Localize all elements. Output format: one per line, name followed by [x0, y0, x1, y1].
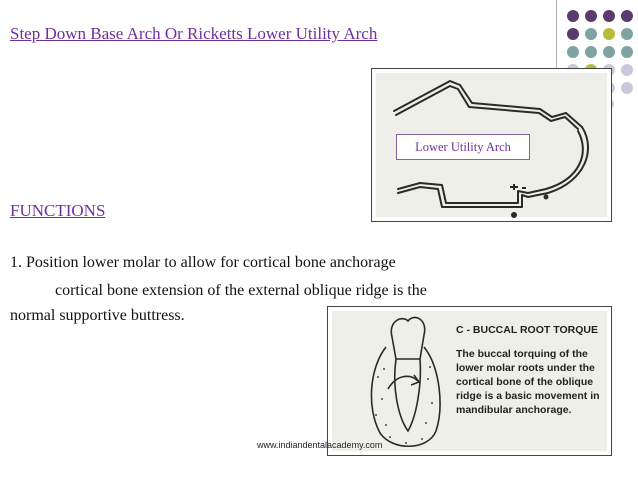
dot: [567, 10, 579, 22]
dot: [621, 28, 633, 40]
figure-caption-line: mandibular anchorage.: [456, 404, 572, 416]
torque-arrow: [388, 376, 418, 389]
tooth-crown: [391, 317, 424, 359]
figure-heading: C - BUCCAL ROOT TORQUE: [456, 324, 598, 336]
dot: [567, 28, 579, 40]
hand-mark: [510, 184, 526, 190]
dot-row-3: [567, 46, 633, 58]
arch-label: Lower Utility Arch: [396, 134, 530, 160]
figure-caption-line: cortical bone of the oblique: [456, 376, 594, 388]
bone-outline: [371, 347, 440, 446]
arch-wire-curve-inner: [528, 131, 583, 193]
body-line: normal supportive buttress.: [10, 307, 185, 324]
figure-caption-line: The buccal torquing of the: [456, 348, 588, 360]
dot-row-2: [567, 28, 633, 40]
functions-heading: FUNCTIONS: [10, 201, 106, 220]
arch-wire-lower-step-inner: [398, 183, 528, 203]
dot: [621, 10, 633, 22]
dot: [585, 46, 597, 58]
dot: [621, 82, 633, 94]
buccal-root-torque-figure: [327, 306, 612, 456]
reference-dot: [544, 195, 549, 200]
dot: [603, 28, 615, 40]
dot: [603, 10, 615, 22]
slide-title: Step Down Base Arch Or Ricketts Lower Utility Arch: [10, 24, 378, 43]
figure-caption-line: ridge is a basic movement in: [456, 390, 600, 402]
figure-caption-line: lower molar roots under the: [456, 362, 595, 374]
body-line: 1. Position lower molar to allow for cortical bone anchorage: [10, 254, 396, 271]
dot: [567, 46, 579, 58]
reference-dot: [511, 212, 517, 218]
molar-torque-drawing: [328, 307, 611, 455]
footer-url: www.indiandentalacademy.com: [257, 440, 383, 450]
dot: [585, 28, 597, 40]
tooth-root: [395, 359, 421, 431]
body-line: cortical bone extension of the external oblique ridge is the: [55, 282, 427, 299]
arch-wire-curve: [528, 127, 588, 197]
dot: [585, 10, 597, 22]
dot: [621, 46, 633, 58]
dot: [603, 46, 615, 58]
arch-wire-upper-inner: [396, 86, 578, 129]
dot-row-1: [567, 10, 633, 22]
dot: [621, 64, 633, 76]
